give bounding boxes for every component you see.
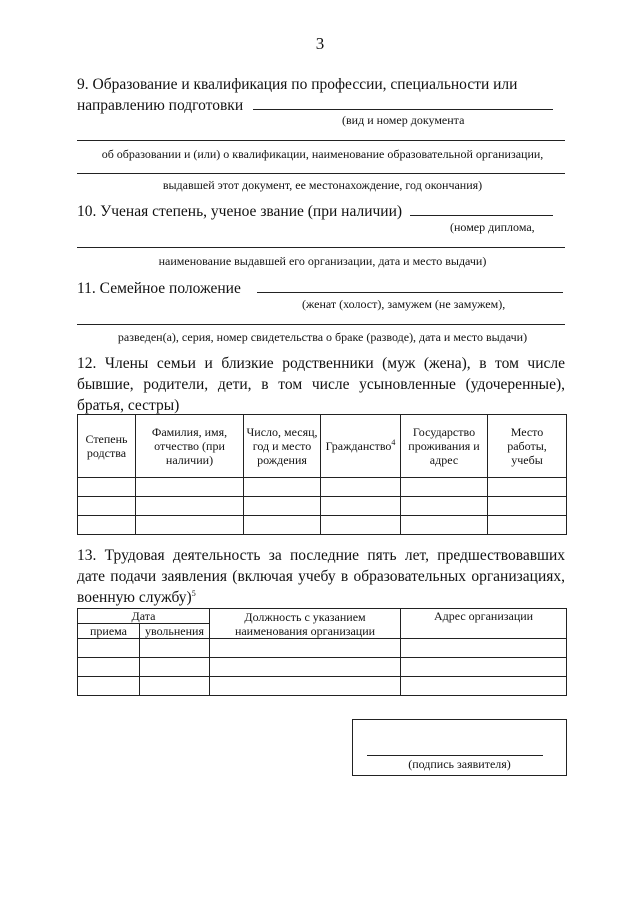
section-9-caption2: об образовании и (или) о квалификации, наименование образовательной организации, — [101, 147, 544, 161]
signature-caption: (подпись заявителя) — [408, 757, 511, 771]
employment-table — [77, 608, 567, 696]
degree-line-2[interactable] — [77, 247, 565, 248]
table-row — [78, 639, 567, 658]
marital-status-field[interactable] — [257, 292, 563, 293]
section-9 — [77, 74, 565, 116]
family-members-table — [77, 414, 567, 535]
header-position: Должность с указанием наименования организации — [210, 609, 401, 639]
education-field[interactable] — [253, 109, 553, 110]
section-9-line2: направлению подготовки — [77, 97, 244, 114]
header-full-name: Фамилия, имя, отчество (при наличии) — [136, 415, 244, 478]
section-13-text: 13. Трудовая деятельность за последние пять лет, предшествовавших дате подачи заявления (включая учебу в образовательных организациях, военную службу)$^5$ — [77, 547, 565, 606]
table-row — [78, 478, 567, 497]
footnote-4: 4 — [391, 438, 396, 447]
section-10 — [77, 201, 565, 222]
header-kinship: Степень родства — [78, 415, 136, 478]
signature-line[interactable] — [367, 755, 543, 756]
section-10-label: 10. Ученая степень, ученое звание (при наличии) — [77, 203, 403, 220]
footnote-5: 5 — [191, 588, 196, 598]
education-line-2[interactable] — [77, 140, 565, 141]
header-address: Адрес организации — [401, 609, 567, 639]
family-table-header-row — [78, 415, 567, 478]
header-workplace: Место работы, учебы — [488, 415, 567, 478]
section-11 — [77, 278, 565, 299]
header-date: Дата — [78, 609, 210, 624]
header-residence: Государство проживания и адрес — [401, 415, 488, 478]
section-9-caption3: выдавшей этот документ, ее местонахождение, год окончания) — [162, 178, 483, 192]
section-10-caption1: (номер диплома, — [450, 220, 535, 234]
section-11-caption2: разведен(а), серия, номер свидетельства о браке (разводе), дата и место выдачи) — [117, 330, 528, 344]
degree-field[interactable] — [410, 215, 553, 216]
table-row — [78, 497, 567, 516]
section-11-label: 11. Семейное положение — [77, 280, 241, 297]
section-10-caption2: наименование выдавшей его организации, дата и место выдачи) — [158, 254, 487, 268]
page-number: 3 — [315, 34, 325, 53]
marital-status-line-2[interactable] — [77, 324, 565, 325]
table-row — [78, 677, 567, 696]
signature-box — [352, 719, 567, 776]
education-line-3[interactable] — [77, 173, 565, 174]
employment-header-row-1 — [78, 609, 567, 624]
header-dismissal-date: увольнения — [140, 624, 210, 639]
section-12-text: 12. Члены семьи и близкие родственники (муж (жена), в том числе бывшие, родители, дети, в том числе усыновленные (удочеренные), братья, сестры) — [77, 355, 565, 414]
header-citizenship: Гражданство$^4$ — [321, 415, 401, 478]
table-row — [78, 516, 567, 535]
section-11-caption1: (женат (холост), замужем (не замужем), — [302, 297, 506, 311]
header-birth: Число, месяц, год и место рождения — [244, 415, 321, 478]
section-9-caption1: (вид и номер документа — [342, 113, 465, 127]
header-hire-date: приема — [78, 624, 140, 639]
table-row — [78, 658, 567, 677]
section-9-line1: 9. Образование и квалификация по профессии, специальности или — [77, 76, 518, 93]
